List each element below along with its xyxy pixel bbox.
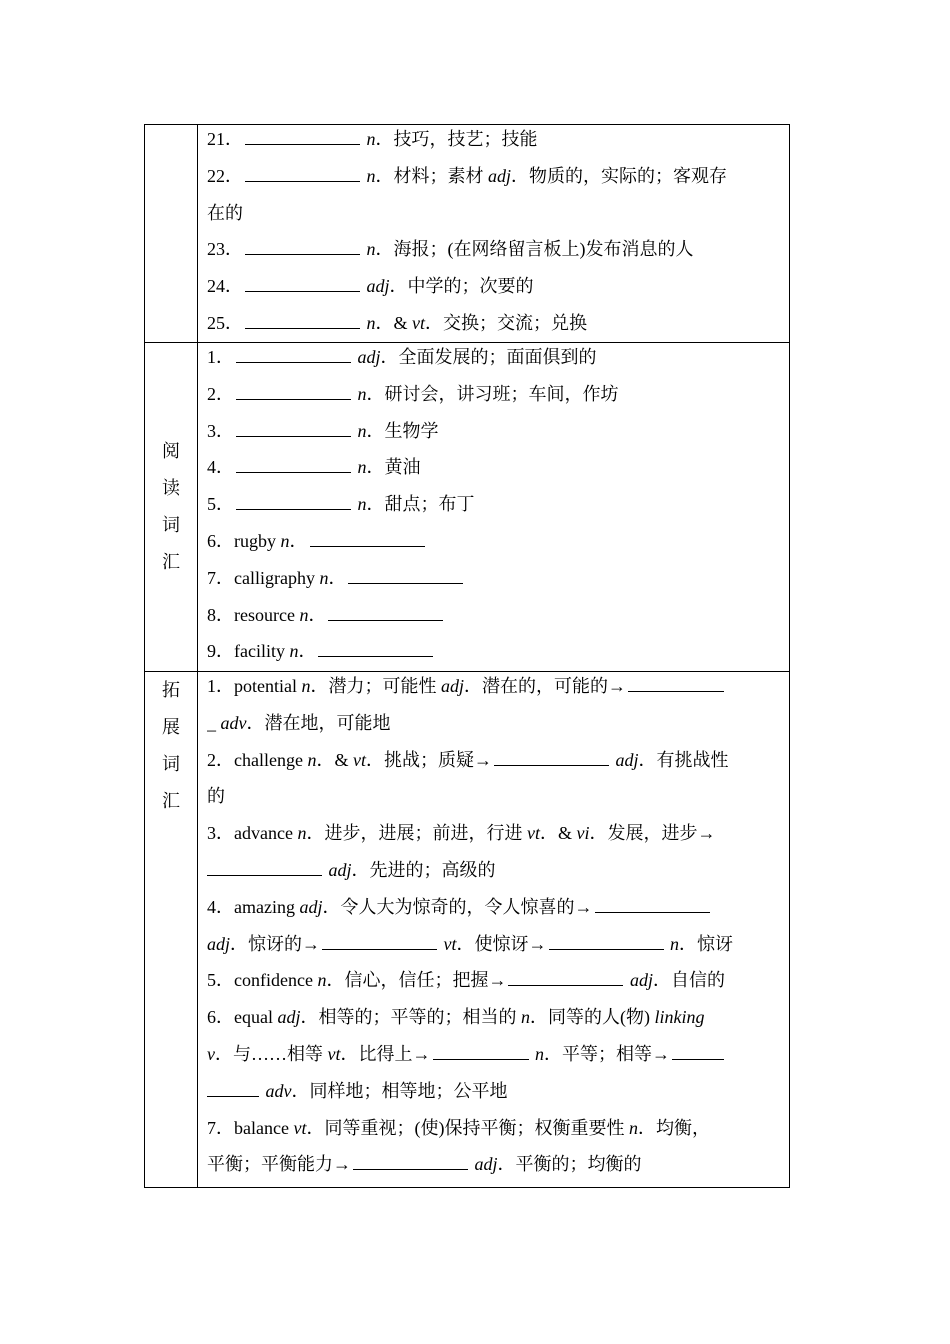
answer-blank[interactable] bbox=[672, 1044, 724, 1060]
list-item: 4． n．黄油 bbox=[207, 457, 421, 478]
answer-blank[interactable] bbox=[236, 494, 351, 510]
answer-blank[interactable] bbox=[236, 384, 351, 400]
list-item-continuation: 在的 bbox=[207, 202, 243, 223]
section-label-char: 汇 bbox=[162, 552, 180, 572]
answer-blank[interactable] bbox=[508, 970, 623, 986]
list-item: 9．facility n． bbox=[207, 633, 781, 670]
section-label-char: 词 bbox=[162, 754, 180, 774]
list-item: 7．calligraphy n． bbox=[207, 560, 781, 597]
answer-blank[interactable] bbox=[595, 897, 710, 913]
section-label-cell bbox=[145, 343, 198, 672]
list-item: 3．advance n．进步，进展；前进，行进 vt．& vi．发展，进步→ bbox=[207, 823, 716, 844]
list-item: 21． n．技巧，技艺；技能 bbox=[207, 129, 538, 149]
list-item: 4．amazing adj．令人大为惊奇的，令人惊喜的→ bbox=[207, 889, 781, 926]
list-item: 5．confidence n．信心，信任；把握→ adj．自信的 bbox=[207, 970, 725, 991]
section-label-char: 展 bbox=[162, 717, 180, 737]
answer-blank[interactable] bbox=[353, 1154, 468, 1170]
list-item: 1． adj．全面发展的；面面俱到的 bbox=[207, 347, 597, 367]
list-item-continuation: adj．惊讶的→ vt．使惊讶→ n．惊讶 bbox=[207, 933, 734, 954]
answer-blank[interactable] bbox=[628, 676, 724, 692]
answer-blank[interactable] bbox=[348, 568, 463, 584]
answer-blank[interactable] bbox=[549, 934, 664, 950]
table-row bbox=[145, 125, 790, 343]
section-label-char: 汇 bbox=[162, 791, 180, 811]
section-label-char: 拓 bbox=[162, 680, 180, 700]
section-label-cell bbox=[145, 125, 198, 343]
table-row bbox=[145, 672, 790, 1188]
list-item-continuation: adj．先进的；高级的 bbox=[207, 852, 781, 889]
answer-blank[interactable] bbox=[245, 129, 360, 145]
answer-blank[interactable] bbox=[322, 934, 437, 950]
answer-blank[interactable] bbox=[207, 860, 322, 876]
list-item: 1．potential n．潜力；可能性 adj．潜在的，可能的→ bbox=[207, 668, 781, 705]
answer-blank[interactable] bbox=[494, 750, 609, 766]
list-item: 6．equal adj．相等的；平等的；相当的 n．同等的人(物) linking bbox=[207, 1007, 705, 1028]
answer-blank[interactable] bbox=[245, 166, 360, 182]
section-label-char: 读 bbox=[162, 478, 180, 498]
section-content-cell bbox=[198, 125, 790, 343]
answer-blank[interactable] bbox=[318, 641, 433, 657]
list-item: 5． n．甜点；布丁 bbox=[207, 494, 475, 515]
list-item-continuation: 平衡；平衡能力→ adj．平衡的；均衡的 bbox=[207, 1154, 642, 1175]
answer-blank[interactable] bbox=[328, 605, 443, 621]
answer-blank[interactable] bbox=[310, 531, 425, 547]
answer-blank[interactable] bbox=[236, 347, 351, 363]
table-row bbox=[145, 343, 790, 672]
list-item: 22． n．材料；素材 adj．物质的，实际的；客观存 bbox=[207, 165, 728, 186]
answer-blank[interactable] bbox=[245, 313, 360, 329]
answer-blank[interactable] bbox=[236, 457, 351, 473]
list-item-continuation: adv．同样地；相等地；公平地 bbox=[207, 1073, 781, 1110]
list-item: 23． n．海报；(在网络留言板上)发布消息的人 bbox=[207, 239, 694, 260]
list-item-continuation: _ adv．潜在地，可能地 bbox=[207, 712, 391, 733]
list-item: 3． n．生物学 bbox=[207, 420, 439, 441]
list-item: 6．rugby n． bbox=[207, 523, 781, 560]
section-content-cell bbox=[198, 343, 790, 672]
answer-blank[interactable] bbox=[245, 276, 360, 292]
answer-blank[interactable] bbox=[245, 239, 360, 255]
section-label-char: 词 bbox=[162, 515, 180, 535]
list-item-continuation: 的 bbox=[207, 786, 225, 807]
section-content-cell bbox=[198, 672, 790, 1188]
list-item-continuation: v．与……相等 vt．比得上→ n．平等；相等→ bbox=[207, 1036, 781, 1073]
list-item: 2． n．研讨会，讲习班；车间，作坊 bbox=[207, 383, 619, 404]
section-label-char: 阅 bbox=[162, 441, 180, 461]
answer-blank[interactable] bbox=[207, 1081, 259, 1097]
section-label-cell bbox=[145, 672, 198, 1188]
list-item: 7．balance vt．同等重视；(使)保持平衡；权衡重要性 n．均衡， bbox=[207, 1117, 710, 1138]
list-item: 8．resource n． bbox=[207, 597, 781, 634]
list-item: 2．challenge n．& vt．挑战；质疑→ adj．有挑战性 bbox=[207, 749, 729, 770]
vocabulary-table bbox=[144, 124, 790, 1188]
list-item: 25． n．& vt．交换；交流；兑换 bbox=[207, 312, 588, 333]
list-item: 24． adj．中学的；次要的 bbox=[207, 276, 534, 297]
answer-blank[interactable] bbox=[433, 1044, 529, 1060]
answer-blank[interactable] bbox=[236, 421, 351, 437]
